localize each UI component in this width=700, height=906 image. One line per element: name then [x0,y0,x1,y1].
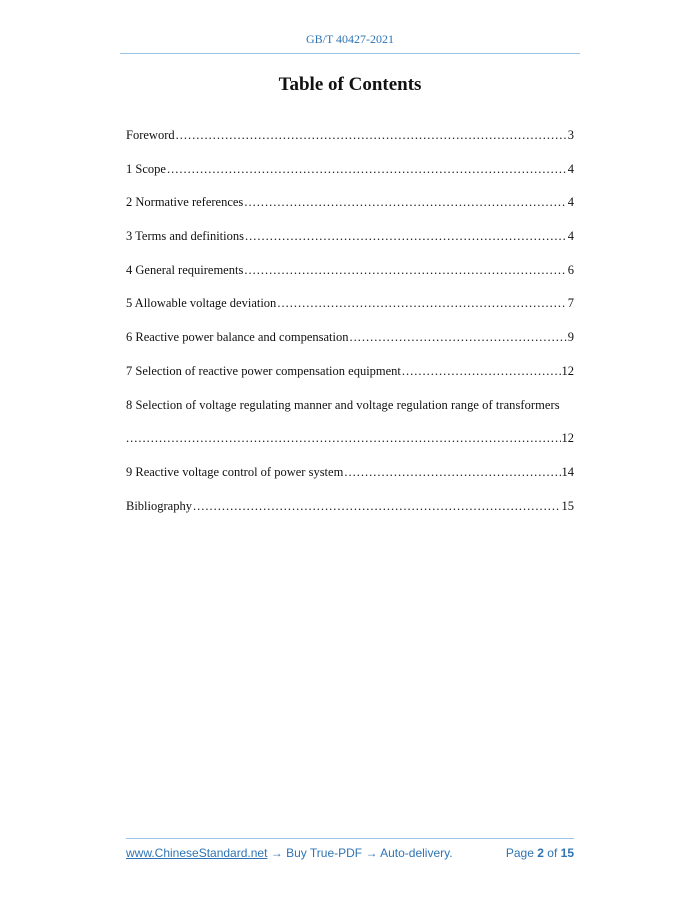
toc-entry-label: 2 Normative references [126,195,244,210]
toc-entry-label: 6 Reactive power balance and compensation [126,330,349,345]
toc-entry-allowable-voltage-deviation[interactable] [126,293,574,327]
toc-entry-page: 3 [567,128,574,142]
toc-entry-voltage-regulating-manner-continued[interactable] [126,428,574,462]
footer-divider [126,838,574,839]
page-of-label: of [547,846,558,860]
toc-entry-page: 9 [567,330,574,345]
toc-entry-label: 4 General requirements [126,262,244,277]
toc-entry-page: 14 [561,464,574,479]
toc-entry-normative-references[interactable] [126,192,574,226]
toc-entry-page: 4 [567,229,574,244]
footer-promo [126,846,453,860]
toc-entry-page: 4 [567,161,574,176]
toc-entry-general-requirements[interactable] [126,260,574,294]
toc-leader-dots [126,428,561,448]
toc-entry-page: 15 [561,498,574,513]
toc-entry-label: Foreword [126,128,175,142]
toc-entry-voltage-regulating-manner[interactable] [126,395,574,429]
header-divider [120,53,580,54]
toc-leader-dots [402,361,561,381]
toc-entry-label: Bibliography [126,498,192,513]
toc-entry-page: 7 [567,296,574,311]
page-title: Table of Contents [278,74,422,95]
toc-entry-compensation-equipment[interactable] [126,361,574,395]
page-total: 15 [560,846,574,860]
toc-leader-dots [245,226,567,246]
page-indicator [506,846,574,860]
toc-entry-reactive-power-balance[interactable] [126,327,574,361]
toc-entry-reactive-voltage-control[interactable] [126,462,574,496]
footer-promo-text: → Buy True-PDF → Auto-delivery. [267,846,453,860]
table-of-contents [126,125,574,529]
header-standard-code: GB/T 40427-2021 [305,32,395,46]
toc-leader-dots [167,159,567,179]
toc-leader-dots [176,125,567,145]
page-current: 2 [537,846,544,860]
toc-leader-dots [344,462,560,482]
toc-leader-dots [244,192,566,212]
toc-entry-terms-and-definitions[interactable] [126,226,574,260]
toc-entry-label: 7 Selection of reactive power compensation equipment [126,363,401,378]
toc-entry-label: 8 Selection of voltage regulating manner and voltage regulation range of transformers [126,397,560,412]
toc-entry-label: 9 Reactive voltage control of power system [126,464,344,479]
page-footer [126,846,574,860]
toc-entry-page: 4 [567,195,574,210]
toc-entry-foreword[interactable] [126,125,574,159]
toc-entry-label: 1 Scope [126,161,166,176]
page-label: Page [505,846,534,860]
toc-leader-dots [193,496,561,516]
toc-entry-page: 12 [561,431,574,446]
toc-entry-page: 12 [561,363,574,378]
toc-leader-dots [244,260,566,280]
toc-leader-dots [349,327,566,347]
toc-entry-scope[interactable] [126,159,574,193]
website-link[interactable]: www.ChineseStandard.net [126,846,268,860]
toc-entry-label: 3 Terms and definitions [126,229,244,244]
toc-entry-page: 6 [567,262,574,277]
toc-leader-dots [277,293,566,313]
toc-entry-bibliography[interactable] [126,496,574,530]
toc-entry-label: 5 Allowable voltage deviation [126,296,277,311]
